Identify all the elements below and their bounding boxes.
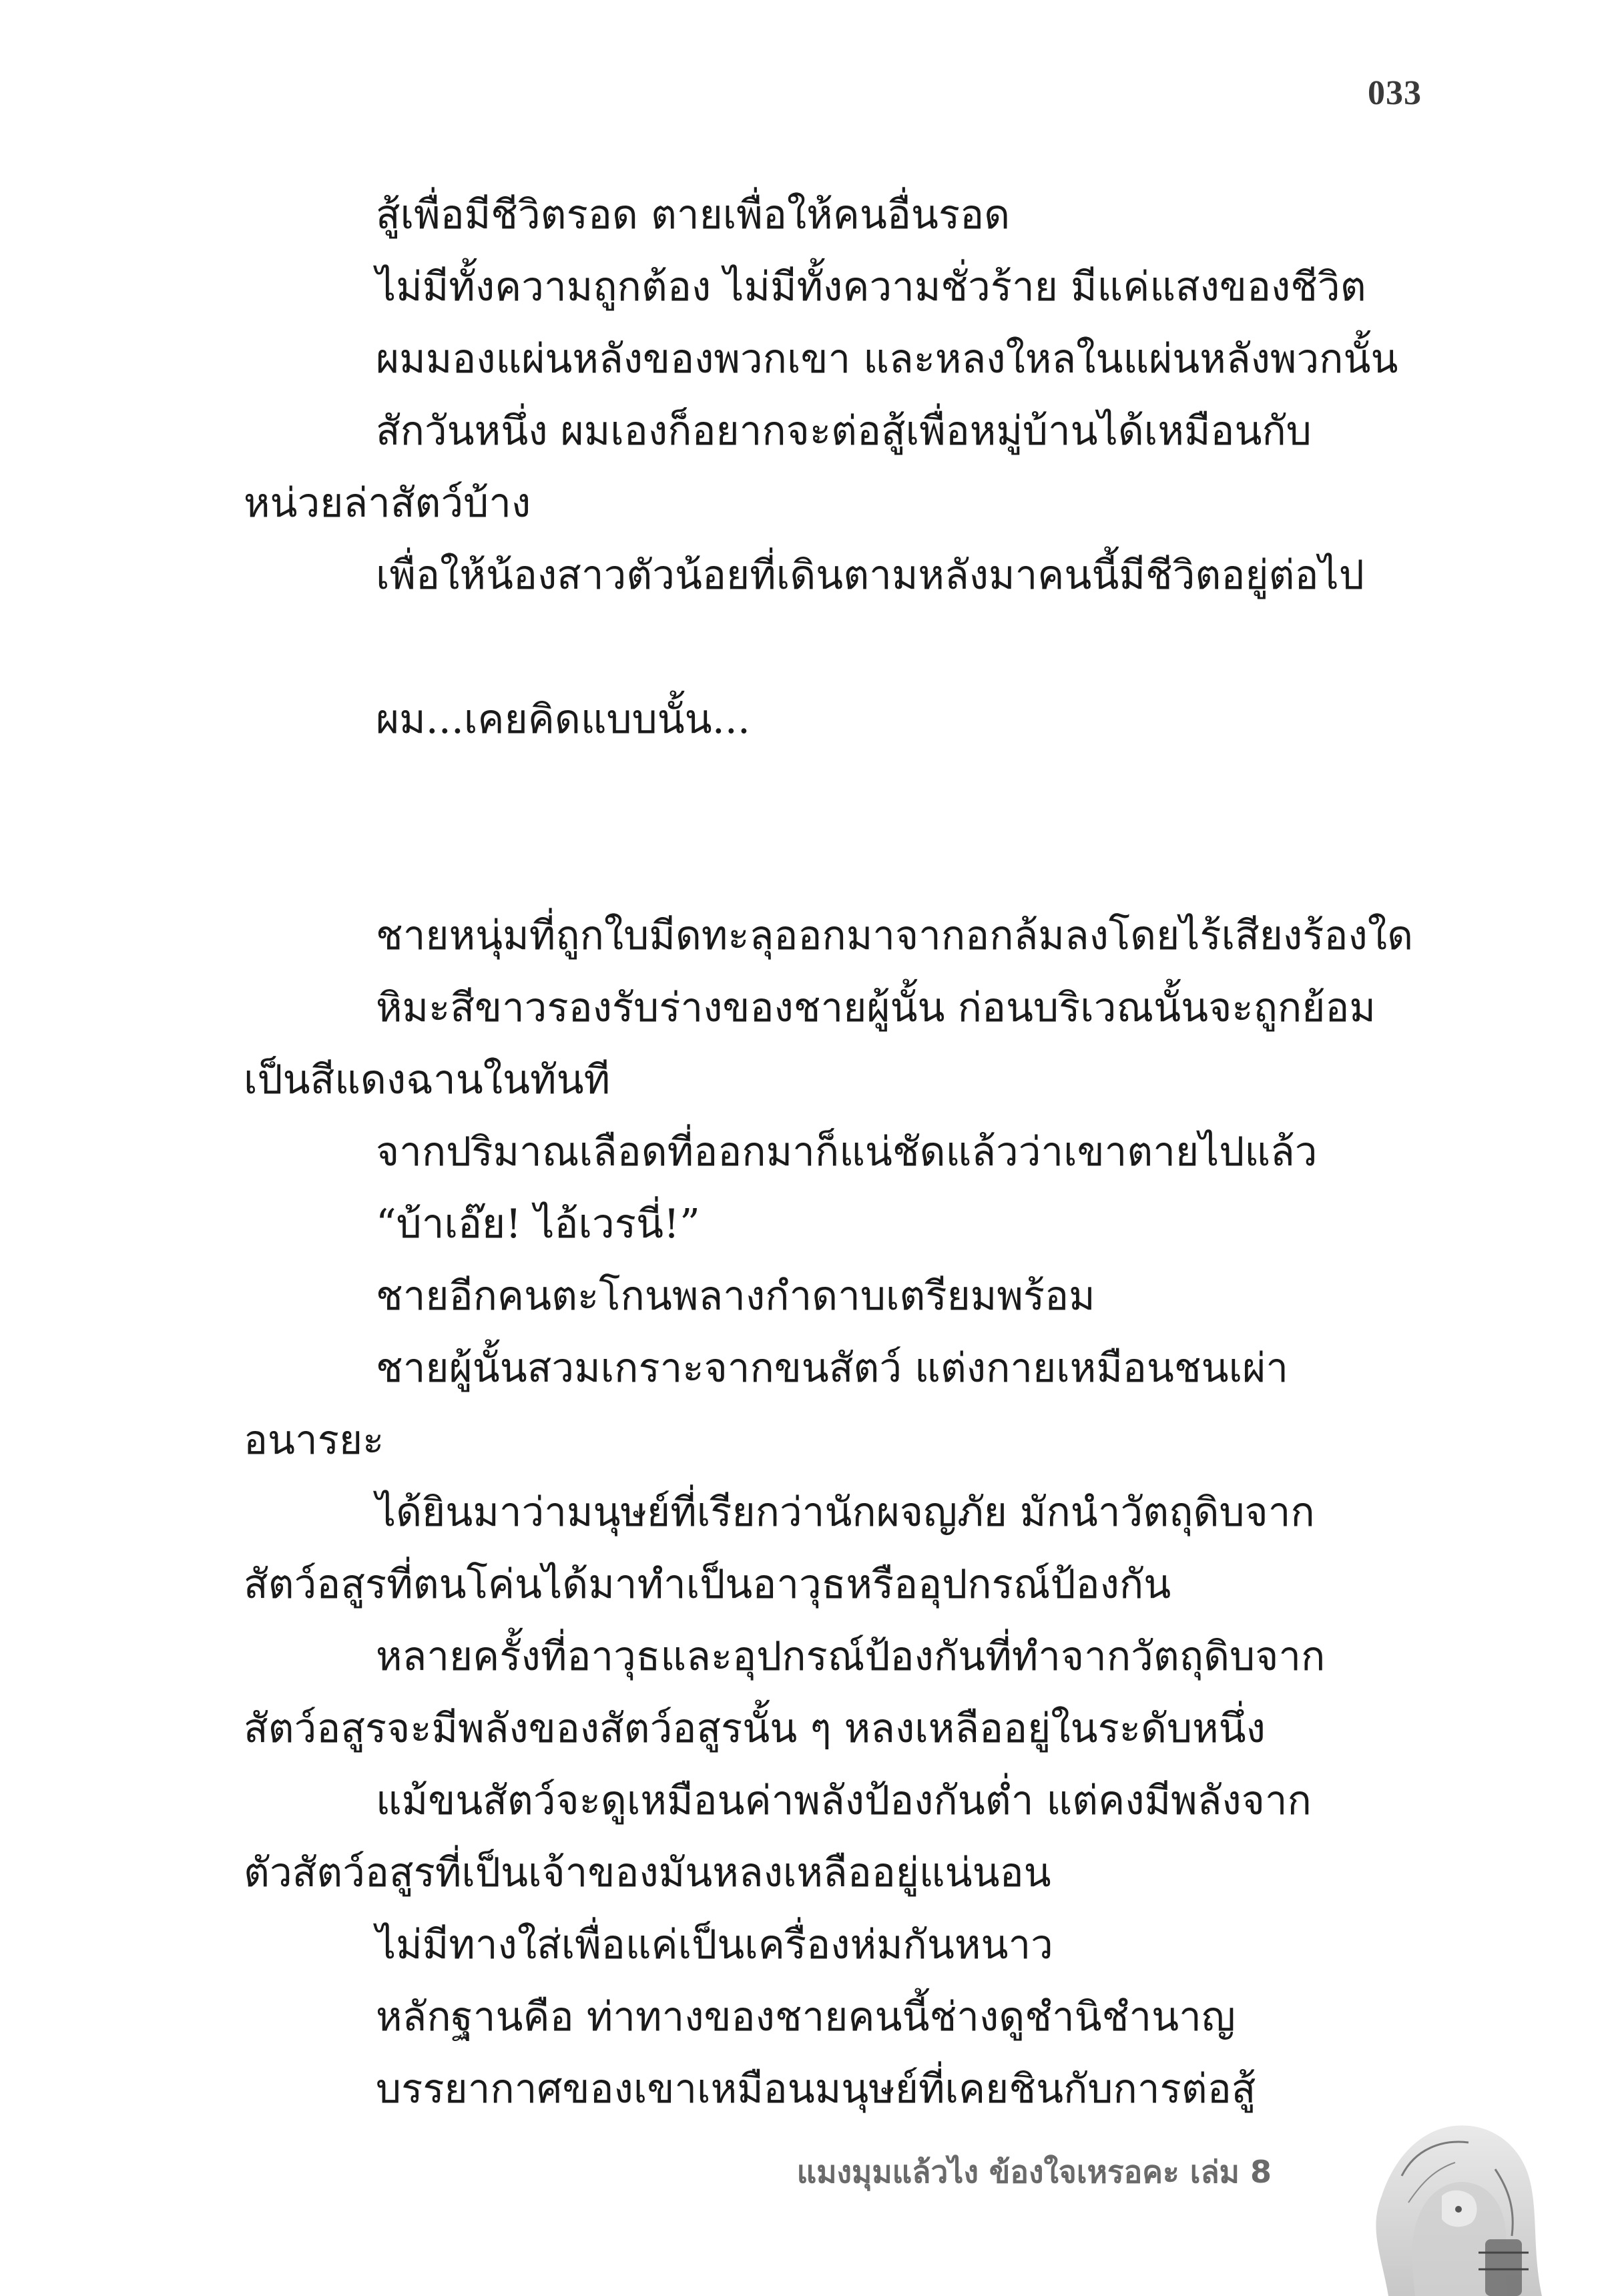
text-line: ชายหนุ่มที่ถูกใบมีดทะลุออกมาจากอกล้มลงโดยไร้เสียงร้องใด: [376, 912, 1414, 959]
text-line: บรรยากาศของเขาเหมือนมนุษย์ที่เคยชินกับการต่อสู้: [376, 2066, 1256, 2112]
text-line: ไม่มีทั้งความถูกต้อง ไม่มีทั้งความชั่วร้าย มีแค่แสงของชีวิต: [376, 264, 1366, 310]
text-line: ได้ยินมาว่ามนุษย์ที่เรียกว่านักผจญภัย มักนำวัตถุดิบจาก: [376, 1489, 1315, 1536]
text-line: หน่วยล่าสัตว์บ้าง: [244, 480, 531, 527]
blank-line: [244, 611, 1420, 683]
text-line: จากปริมาณเลือดที่ออกมาก็แน่ชัดแล้วว่าเขาตายไปแล้ว: [376, 1129, 1318, 1175]
text-line: ผมมองแผ่นหลังของพวกเขา และหลงใหลในแผ่นหลังพวกนั้น: [376, 336, 1398, 382]
body-text: [244, 179, 1420, 2125]
text-line: ชายผู้นั้นสวมเกราะจากขนสัตว์ แต่งกายเหมือนชนเผ่า: [376, 1345, 1289, 1392]
text-line: หลายครั้งที่อาวุธและอุปกรณ์ป้องกันที่ทำจากวัตถุดิบจาก: [376, 1633, 1326, 1680]
text-line: ผม...เคยคิดแบบนั้น...: [376, 696, 750, 743]
text-line: ตัวสัตว์อสูรที่เป็นเจ้าของมันหลงเหลืออยู่แน่นอน: [244, 1849, 1051, 1896]
text-line: ไม่มีทางใส่เพื่อแค่เป็นเครื่องห่มกันหนาว: [376, 1922, 1053, 1968]
text-line: เพื่อให้น้องสาวตัวน้อยที่เดินตามหลังมาคนนี้มีชีวิตอยู่ต่อไป: [376, 552, 1364, 599]
text-line: อนารยะ: [244, 1417, 384, 1464]
text-line: สัตว์อสูรที่ตนโค่นได้มาทำเป็นอาวุธหรืออุปกรณ์ป้องกัน: [244, 1561, 1171, 1608]
page-number: 033: [1368, 74, 1422, 112]
text-line: สักวันหนึ่ง ผมเองก็อยากจะต่อสู้เพื่อหมู่บ้านได้เหมือนกับ: [376, 408, 1312, 455]
blank-line: [244, 756, 1420, 828]
text-line: หิมะสีขาวรองรับร่างของชายผู้นั้น ก่อนบริเวณนั้นจะถูกย้อม: [376, 984, 1376, 1031]
text-line: “บ้าเอ๊ย! ไอ้เวรนี่!”: [376, 1201, 700, 1247]
running-footer-title: แมงมุมแล้วไง ข้องใจเหรอคะ เล่ม 8: [796, 2154, 1272, 2190]
text-line: เป็นสีแดงฉานในทันที: [244, 1057, 611, 1103]
text-line: สู้เพื่อมีชีวิตรอด ตายเพื่อให้คนอื่นรอด: [376, 192, 1011, 238]
text-line: หลักฐานคือ ท่าทางของชายคนนี้ช่างดูชำนิชำนาญ: [376, 1994, 1236, 2040]
blank-line: [244, 828, 1420, 900]
text-line: สัตว์อสูรจะมีพลังของสัตว์อสูรนั้น ๆ หลงเหลืออยู่ในระดับหนึ่ง: [244, 1705, 1266, 1752]
text-line: แม้ขนสัตว์จะดูเหมือนค่าพลังป้องกันต่ำ แต่คงมีพลังจาก: [376, 1777, 1312, 1824]
character-illustration-icon: [1342, 2096, 1555, 2296]
text-line: ชายอีกคนตะโกนพลางกำดาบเตรียมพร้อม: [376, 1273, 1095, 1320]
